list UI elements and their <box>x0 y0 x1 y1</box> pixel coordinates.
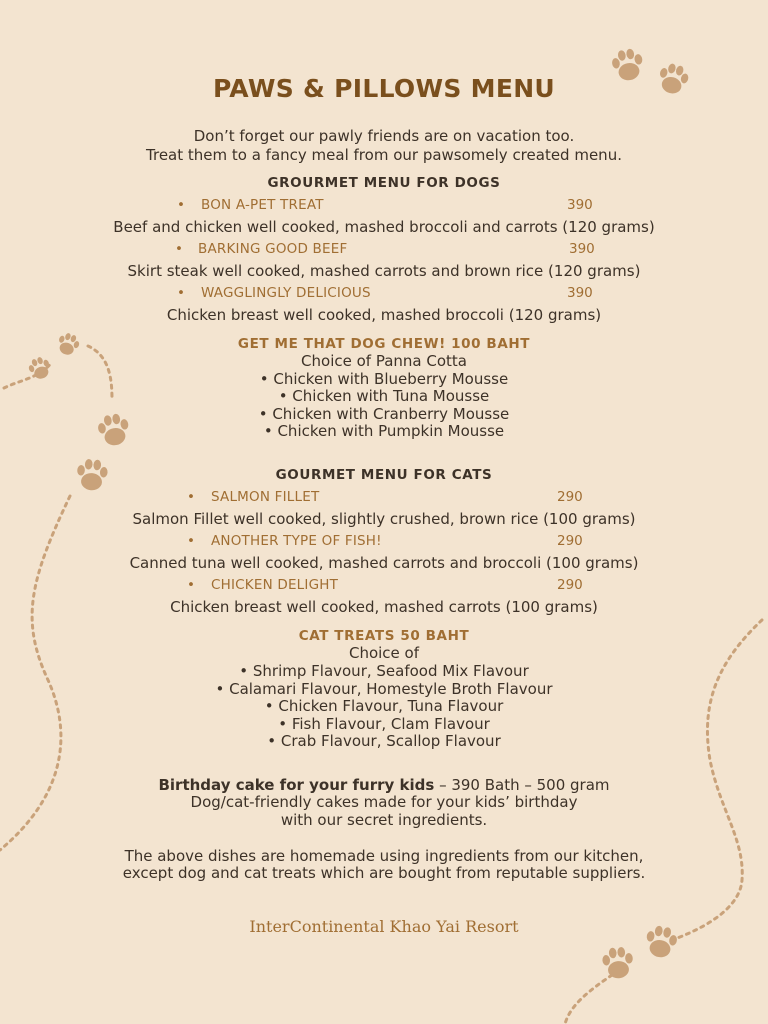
birthday-title: Birthday cake for your furry kids <box>158 776 435 794</box>
list-item: • Chicken with Cranberry Mousse <box>258 405 510 423</box>
menu-bullet: • <box>177 197 186 213</box>
dog-item-desc: Skirt steak well cooked, mashed carrots and brown rice (120 grams) <box>127 262 641 280</box>
list-item: • Chicken with Pumpkin Mousse <box>263 422 505 440</box>
birthday-desc: Dog/cat-friendly cakes made for your kids’ birthday <box>190 793 578 811</box>
cat-treats-heading: CAT TREATS 50 BAHT <box>298 628 470 644</box>
cat-item-desc: Chicken breast well cooked, mashed carrots (100 grams) <box>170 598 598 616</box>
menu-bullet: • <box>187 533 196 549</box>
list-item: • Calamari Flavour, Homestyle Broth Flavour <box>215 680 553 698</box>
cat-item-price: 290 <box>557 577 583 593</box>
disclaimer-line: The above dishes are homemade using ingredients from our kitchen, <box>124 847 644 865</box>
birthday-line <box>0 776 768 794</box>
menu-bullet: • <box>187 577 196 593</box>
dog-item-price: 390 <box>569 241 595 257</box>
cat-item-desc: Canned tuna well cooked, mashed carrots and broccoli (100 grams) <box>129 554 639 572</box>
dog-item-price: 390 <box>567 285 593 301</box>
menu-bullet: • <box>177 285 186 301</box>
dog-item-name: BARKING GOOD BEEF <box>198 241 348 257</box>
list-item: • Crab Flavour, Scallop Flavour <box>267 732 501 750</box>
dog-item-name: BON A-PET TREAT <box>201 197 324 213</box>
dog-item-price: 390 <box>567 197 593 213</box>
list-item: • Chicken with Tuna Mousse <box>278 387 490 405</box>
dog-item-desc: Beef and chicken well cooked, mashed broccoli and carrots (120 grams) <box>113 218 655 236</box>
intro-line: Treat them to a fancy meal from our pawsomely created menu. <box>146 146 622 164</box>
resort-name: InterContinental Khao Yai Resort <box>249 917 519 936</box>
cat-item-desc: Salmon Fillet well cooked, slightly crushed, brown rice (100 grams) <box>132 510 636 528</box>
cat-item-name: CHICKEN DELIGHT <box>211 577 339 593</box>
dog-chew-subtitle: Choice of Panna Cotta <box>301 352 467 370</box>
cat-treats-subtitle: Choice of <box>348 644 420 662</box>
birthday-detail: – 390 Bath – 500 gram <box>434 776 610 794</box>
intro-line: Don’t forget our pawly friends are on vacation too. <box>193 127 575 145</box>
menu-bullet: • <box>175 241 184 257</box>
dog-item-desc: Chicken breast well cooked, mashed broccoli (120 grams) <box>166 306 602 324</box>
cat-menu-heading: GOURMET MENU FOR CATS <box>275 467 493 483</box>
dog-chew-heading: GET ME THAT DOG CHEW! 100 BAHT <box>237 336 531 352</box>
list-item: • Fish Flavour, Clam Flavour <box>278 715 490 733</box>
cat-item-name: ANOTHER TYPE OF FISH! <box>211 533 382 549</box>
birthday-desc: with our secret ingredients. <box>280 811 488 829</box>
cat-item-name: SALMON FILLET <box>211 489 320 505</box>
list-item: • Chicken with Blueberry Mousse <box>259 370 509 388</box>
disclaimer-line: except dog and cat treats which are bought from reputable suppliers. <box>122 864 646 882</box>
dog-item-name: WAGGLINGLY DELICIOUS <box>201 285 371 301</box>
dog-menu-heading: GROURMET MENU FOR DOGS <box>267 175 501 191</box>
menu-bullet: • <box>187 489 196 505</box>
list-item: • Shrimp Flavour, Seafood Mix Flavour <box>239 662 529 680</box>
cat-item-price: 290 <box>557 533 583 549</box>
paw-icon <box>601 946 634 979</box>
page-title: PAWS & PILLOWS MENU <box>212 74 556 103</box>
cat-item-price: 290 <box>557 489 583 505</box>
list-item: • Chicken Flavour, Tuna Flavour <box>264 697 504 715</box>
